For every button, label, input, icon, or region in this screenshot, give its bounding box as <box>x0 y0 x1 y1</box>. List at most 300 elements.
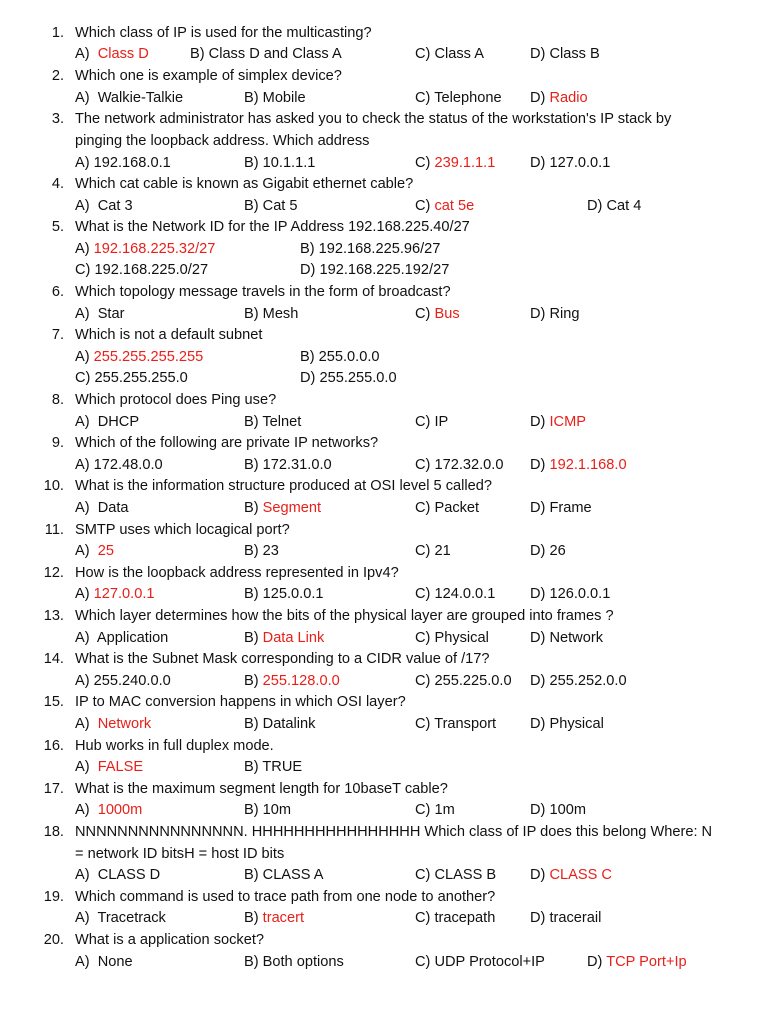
option-spacer <box>90 46 98 62</box>
option-value-highlighted: ICMP <box>549 414 586 430</box>
question-number: 11. <box>44 522 64 538</box>
option-label: B) <box>244 198 259 214</box>
question-number: 18. <box>43 824 64 840</box>
option-a <box>75 799 142 821</box>
option-b <box>244 799 291 821</box>
option-value-highlighted: Data Link <box>262 630 325 646</box>
option-value: 10m <box>262 802 292 818</box>
question-line <box>0 691 768 713</box>
question-number: 4. <box>51 176 64 192</box>
question-text: Which of the following are private IP networks? <box>75 435 379 451</box>
option-value-highlighted: Class D <box>97 46 149 62</box>
option-label: D) <box>530 802 546 818</box>
option-label: A) <box>75 198 90 214</box>
option-b <box>244 497 321 519</box>
option-label: A) <box>75 306 90 322</box>
question-line <box>0 562 768 584</box>
option-b <box>244 87 306 109</box>
option-value: 172.31.0.0 <box>262 457 332 473</box>
question-number: 13. <box>43 608 64 624</box>
option-spacer <box>90 500 98 516</box>
question-number: 14. <box>43 651 64 667</box>
question-line <box>0 108 768 130</box>
question-line <box>0 886 768 908</box>
option-label: B) <box>244 910 259 926</box>
option-d <box>530 152 610 174</box>
question-line <box>0 216 768 238</box>
option-value: Class D and Class A <box>208 46 342 62</box>
option-label: C) <box>415 867 431 883</box>
option-a <box>75 951 133 973</box>
option-d <box>530 540 566 562</box>
option-spacer <box>90 802 98 818</box>
options-row <box>0 670 768 692</box>
option-c <box>415 864 496 886</box>
options-row <box>0 540 768 562</box>
option-value: DHCP <box>97 414 140 430</box>
option-value: Network <box>549 630 603 646</box>
question-line <box>0 432 768 454</box>
option-label: C) <box>415 457 431 473</box>
question-number: 17. <box>43 781 64 797</box>
option-d <box>587 951 687 973</box>
option-label: D) <box>530 867 546 883</box>
option-value: Data <box>97 500 129 516</box>
option-value: TRUE <box>262 759 303 775</box>
option-c <box>415 303 460 325</box>
option-label: D) <box>530 500 546 516</box>
option-label: B) <box>244 457 259 473</box>
option-c <box>415 540 451 562</box>
option-value: Class A <box>434 46 484 62</box>
option-label: C) <box>415 46 431 62</box>
option-d <box>530 627 603 649</box>
question-line <box>0 65 768 87</box>
option-d <box>300 367 397 389</box>
option-label: B) <box>244 954 259 970</box>
option-b <box>244 864 324 886</box>
option-value-highlighted: cat 5e <box>434 198 475 214</box>
option-spacer <box>90 414 98 430</box>
option-a <box>75 303 124 325</box>
options-row <box>0 411 768 433</box>
option-c <box>415 670 512 692</box>
question-text: Hub works in full duplex mode. <box>75 738 274 754</box>
option-d <box>530 303 579 325</box>
options-row <box>0 303 768 325</box>
option-label: D) <box>587 198 603 214</box>
options-row <box>0 583 768 605</box>
option-label: C) <box>415 954 431 970</box>
option-label: D) <box>530 543 546 559</box>
option-b <box>244 195 298 217</box>
question-text: Which cat cable is known as Gigabit ethernet cable? <box>75 176 414 192</box>
options-row <box>0 43 768 65</box>
option-value-highlighted: 192.1.168.0 <box>549 457 627 473</box>
option-label: A) <box>75 673 90 689</box>
option-d <box>530 454 627 476</box>
option-label: B) <box>244 306 259 322</box>
option-a <box>75 497 129 519</box>
option-value: Star <box>97 306 125 322</box>
option-label: B) <box>190 46 205 62</box>
option-value: 21 <box>434 543 451 559</box>
question-text: Which command is used to trace path from one node to another? <box>75 889 496 905</box>
option-value: 255.240.0.0 <box>93 673 171 689</box>
question-number: 19. <box>43 889 64 905</box>
option-c <box>415 411 448 433</box>
option-label: D) <box>530 90 546 106</box>
option-value: CLASS B <box>434 867 497 883</box>
question-line <box>0 778 768 800</box>
option-spacer <box>90 543 98 559</box>
options-row <box>0 864 768 886</box>
option-label: A) <box>75 586 90 602</box>
option-value-highlighted: TCP Port+Ip <box>606 954 687 970</box>
option-a <box>75 454 163 476</box>
question-line <box>0 648 768 670</box>
option-label: A) <box>75 90 90 106</box>
option-value: Mesh <box>262 306 299 322</box>
option-label: A) <box>75 46 90 62</box>
option-label: A) <box>75 630 90 646</box>
option-label: C) <box>415 500 431 516</box>
option-value: 192.168.0.1 <box>93 155 171 171</box>
option-value: Physical <box>434 630 489 646</box>
option-label: B) <box>244 414 259 430</box>
option-value: Mobile <box>262 90 306 106</box>
option-value-highlighted: Bus <box>434 306 460 322</box>
option-value: Telephone <box>434 90 502 106</box>
option-label: A) <box>75 867 90 883</box>
option-value: 10.1.1.1 <box>262 155 316 171</box>
option-spacer <box>90 306 98 322</box>
option-label: C) <box>415 802 431 818</box>
option-c <box>415 713 496 735</box>
option-value-highlighted: Network <box>97 716 152 732</box>
option-c <box>415 799 455 821</box>
option-a <box>75 583 155 605</box>
option-label: B) <box>244 867 259 883</box>
option-a <box>75 87 183 109</box>
question-line <box>0 735 768 757</box>
option-value: Datalink <box>262 716 316 732</box>
option-b <box>190 43 342 65</box>
option-label: B) <box>244 673 259 689</box>
option-spacer <box>90 198 98 214</box>
option-label: C) <box>415 910 431 926</box>
option-value: 255.0.0.0 <box>318 349 380 365</box>
question-text-continued: pinging the loopback address. Which address <box>75 133 370 149</box>
option-value: UDP Protocol+IP <box>434 954 545 970</box>
option-value-highlighted: 127.0.0.1 <box>93 586 155 602</box>
option-value: tracerail <box>549 910 602 926</box>
option-label: D) <box>300 262 316 278</box>
question-text: What is the information structure produced at OSI level 5 called? <box>75 478 492 494</box>
question-text: What is a application socket? <box>75 932 265 948</box>
option-label: C) <box>415 155 431 171</box>
option-value-highlighted: 192.168.225.32/27 <box>93 241 216 257</box>
option-value: 172.32.0.0 <box>434 457 504 473</box>
option-value: Cat 4 <box>606 198 642 214</box>
option-a <box>75 540 114 562</box>
question-text: Which topology message travels in the form of broadcast? <box>75 284 451 300</box>
option-c <box>415 907 495 929</box>
option-label: C) <box>415 414 431 430</box>
option-value: 255.255.0.0 <box>319 370 397 386</box>
option-value: 1m <box>434 802 455 818</box>
option-value: 100m <box>549 802 586 818</box>
question-number: 2. <box>51 68 64 84</box>
option-a <box>75 43 149 65</box>
option-value: 255.252.0.0 <box>549 673 627 689</box>
option-label: A) <box>75 414 90 430</box>
question-line <box>0 821 768 843</box>
option-value: 172.48.0.0 <box>93 457 163 473</box>
option-b <box>244 951 344 973</box>
option-b <box>244 627 324 649</box>
option-label: D) <box>530 910 546 926</box>
options-row <box>0 367 768 389</box>
option-value: Transport <box>434 716 497 732</box>
option-b <box>244 583 324 605</box>
option-value: tracepath <box>434 910 496 926</box>
option-spacer <box>90 954 98 970</box>
option-value: Telnet <box>262 414 302 430</box>
option-label: C) <box>415 543 431 559</box>
option-c <box>415 454 503 476</box>
question-number: 5. <box>51 219 64 235</box>
option-label: D) <box>530 414 546 430</box>
option-c <box>415 195 474 217</box>
question-text: What is the Subnet Mask corresponding to a CIDR value of /17? <box>75 651 490 667</box>
option-label: C) <box>415 630 431 646</box>
option-label: D) <box>300 370 316 386</box>
option-label: B) <box>244 802 259 818</box>
option-value: 192.168.225.0/27 <box>94 262 209 278</box>
option-b <box>300 238 440 260</box>
option-value: 125.0.0.1 <box>262 586 324 602</box>
option-value: 126.0.0.1 <box>549 586 611 602</box>
option-c <box>75 259 208 281</box>
option-c <box>415 583 495 605</box>
question-line <box>0 475 768 497</box>
question-number: 12. <box>43 565 64 581</box>
option-value: CLASS D <box>97 867 161 883</box>
question-number: 10. <box>43 478 64 494</box>
option-d <box>587 195 641 217</box>
option-a <box>75 152 171 174</box>
option-label: D) <box>530 716 546 732</box>
option-label: C) <box>75 262 91 278</box>
option-value: Cat 5 <box>262 198 298 214</box>
option-b <box>244 540 279 562</box>
option-b <box>244 411 301 433</box>
option-label: B) <box>300 241 315 257</box>
option-label: A) <box>75 500 90 516</box>
option-b <box>244 756 302 778</box>
option-value: Both options <box>262 954 344 970</box>
options-row <box>0 627 768 649</box>
question-line <box>0 519 768 541</box>
option-value: Tracetrack <box>97 910 166 926</box>
option-label: C) <box>415 673 431 689</box>
question-text: SMTP uses which locagical port? <box>75 522 290 538</box>
option-label: B) <box>244 586 259 602</box>
option-value: Ring <box>549 306 580 322</box>
option-d <box>530 907 601 929</box>
option-label: B) <box>244 500 259 516</box>
option-value: CLASS A <box>262 867 324 883</box>
option-value-highlighted: tracert <box>262 910 305 926</box>
question-text: Which layer determines how the bits of the physical layer are grouped into frames ? <box>75 608 614 624</box>
question-line <box>0 929 768 951</box>
option-d <box>530 411 586 433</box>
option-label: C) <box>415 716 431 732</box>
options-row <box>0 346 768 368</box>
option-a <box>75 756 143 778</box>
option-label: D) <box>530 306 546 322</box>
option-label: D) <box>530 46 546 62</box>
question-number: 3. <box>51 111 64 127</box>
option-a <box>75 346 203 368</box>
option-c <box>415 152 495 174</box>
options-row <box>0 152 768 174</box>
option-label: B) <box>244 543 259 559</box>
option-b <box>244 907 304 929</box>
option-b <box>244 713 315 735</box>
option-value: 192.168.225.192/27 <box>319 262 450 278</box>
options-row <box>0 799 768 821</box>
option-label: B) <box>244 90 259 106</box>
option-label: C) <box>415 198 431 214</box>
option-value: Class B <box>549 46 600 62</box>
option-value: 255.225.0.0 <box>434 673 512 689</box>
option-value: Cat 3 <box>97 198 133 214</box>
options-row <box>0 951 768 973</box>
option-label: C) <box>75 370 91 386</box>
question-text: The network administrator has asked you to check the status of the workstation's IP stack by <box>75 111 672 127</box>
option-label: A) <box>75 457 90 473</box>
question-number: 6. <box>51 284 64 300</box>
option-b <box>300 346 380 368</box>
option-a <box>75 627 168 649</box>
option-value-highlighted: 255.128.0.0 <box>262 673 340 689</box>
options-row <box>0 87 768 109</box>
option-c <box>415 43 484 65</box>
option-label: B) <box>244 630 259 646</box>
option-spacer <box>90 867 98 883</box>
option-a <box>75 195 133 217</box>
option-value: 23 <box>262 543 279 559</box>
option-label: A) <box>75 155 90 171</box>
question-line <box>0 281 768 303</box>
option-label: A) <box>75 543 90 559</box>
option-value-highlighted: 255.255.255.255 <box>93 349 204 365</box>
option-d <box>530 670 627 692</box>
option-a <box>75 670 171 692</box>
options-row <box>0 756 768 778</box>
question-line-continued <box>0 843 768 865</box>
option-value-highlighted: Segment <box>262 500 322 516</box>
option-value-highlighted: Radio <box>549 90 588 106</box>
question-line <box>0 324 768 346</box>
option-label: D) <box>587 954 603 970</box>
option-c <box>75 367 188 389</box>
option-label: A) <box>75 954 90 970</box>
option-value: 124.0.0.1 <box>434 586 496 602</box>
option-label: D) <box>530 155 546 171</box>
option-b <box>244 152 315 174</box>
option-label: B) <box>244 759 259 775</box>
option-value: Walkie-Talkie <box>97 90 184 106</box>
option-label: A) <box>75 759 90 775</box>
question-text: NNNNNNNNNNNNNNNN. HHHHHHHHHHHHHHHH Which class of IP does this belong Where: N <box>75 824 713 840</box>
option-d <box>530 864 612 886</box>
option-value: 255.255.255.0 <box>94 370 188 386</box>
question-text: What is the maximum segment length for 10baseT cable? <box>75 781 448 797</box>
options-row <box>0 259 768 281</box>
option-spacer <box>90 759 98 775</box>
option-value: IP <box>434 414 449 430</box>
options-row <box>0 238 768 260</box>
option-value-highlighted: 239.1.1.1 <box>434 155 496 171</box>
question-text: Which one is example of simplex device? <box>75 68 342 84</box>
question-text-continued: = network ID bitsH = host ID bits <box>75 846 285 862</box>
question-line <box>0 605 768 627</box>
option-label: D) <box>530 673 546 689</box>
option-label: B) <box>244 155 259 171</box>
question-number: 20. <box>43 932 64 948</box>
option-a <box>75 411 139 433</box>
option-value: None <box>97 954 133 970</box>
option-label: D) <box>530 457 546 473</box>
option-value: 192.168.225.96/27 <box>318 241 441 257</box>
option-spacer <box>90 630 97 646</box>
question-number: 15. <box>43 694 64 710</box>
option-value: 127.0.0.1 <box>549 155 611 171</box>
option-a <box>75 864 160 886</box>
question-line-continued <box>0 130 768 152</box>
option-value: Physical <box>549 716 604 732</box>
question-number: 1. <box>51 25 64 41</box>
options-row <box>0 713 768 735</box>
option-value: 26 <box>549 543 566 559</box>
option-label: A) <box>75 716 90 732</box>
option-spacer <box>90 90 98 106</box>
option-b <box>244 303 298 325</box>
question-line <box>0 173 768 195</box>
option-label: B) <box>244 716 259 732</box>
question-number: 9. <box>51 435 64 451</box>
question-text: IP to MAC conversion happens in which OSI layer? <box>75 694 406 710</box>
option-label: D) <box>530 630 546 646</box>
options-row <box>0 454 768 476</box>
option-a <box>75 238 215 260</box>
question-text: Which is not a default subnet <box>75 327 263 343</box>
option-label: D) <box>530 586 546 602</box>
option-d <box>530 583 610 605</box>
options-row <box>0 907 768 929</box>
option-value: Packet <box>434 500 480 516</box>
question-text: Which protocol does Ping use? <box>75 392 277 408</box>
option-d <box>530 799 586 821</box>
option-label: A) <box>75 349 90 365</box>
option-a <box>75 907 166 929</box>
question-text: Which class of IP is used for the multicasting? <box>75 25 372 41</box>
options-row <box>0 497 768 519</box>
option-value-highlighted: CLASS C <box>549 867 612 883</box>
